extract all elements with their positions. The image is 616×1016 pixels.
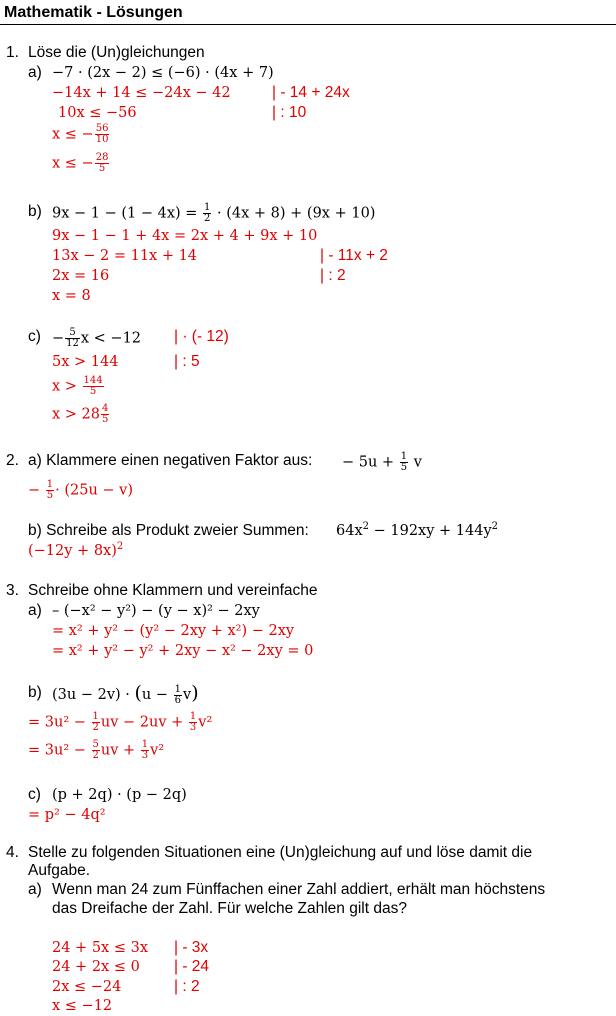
q1-b-step4: x = 8 [52, 288, 91, 304]
q4-a-step4: x ≤ −12 [52, 998, 113, 1014]
q4-a-text-line1: Wenn man 24 zum Fünffachen einer Zahl addiert, erhält man höchstens [52, 881, 546, 898]
q3-c-solution: = p² − 4q² [28, 807, 106, 823]
fraction: $\frac{1}{5}$ [46, 479, 54, 501]
q1-heading: Löse die (Un)gleichungen [28, 44, 205, 61]
q4-a-step1: 24 + 5x ≤ 3x [52, 940, 148, 956]
q2-number: 2. [6, 452, 19, 469]
q3-a-step2: = x² + y² − y² + 2xy − x² − 2xy = 0 [52, 643, 314, 659]
q2-a-text: a) Klammere einen negativen Faktor aus: [28, 452, 313, 469]
q3-b-label: b) [28, 684, 42, 701]
q1-b-label: b) [28, 203, 42, 220]
q2-b-text: b) Schreibe als Produkt zweier Summen: [28, 522, 309, 539]
q2-b-solution: $(-12y + 8x)^2$ [28, 541, 124, 559]
q3-b-step1: = 3u² − $\frac{1}{2}$ uv − 2uv + $\frac{1}{3}$ v² [28, 711, 213, 733]
q3-c-label: c) [28, 786, 41, 803]
q1-b-task: 9x − 1 − (1 − 4x) = $\frac{1}{2}$ · (4x + 8) + (9x + 10) [52, 202, 376, 224]
page-title: Mathematik - Lösungen [4, 4, 183, 21]
q1-a-op1: | - 14 + 24x [272, 84, 350, 101]
q4-number: 4. [6, 844, 19, 861]
q4-a-op3: | : 2 [174, 978, 200, 995]
q4-a-op2: | - 24 [174, 958, 210, 975]
q1-a-step3: x ≤ − $\frac{56}{10}$ [52, 123, 109, 145]
q3-a-label: a) [28, 602, 42, 619]
q1-a-step2: 10x ≤ −56 [58, 105, 137, 121]
q4-a-op1: | - 3x [174, 939, 209, 956]
q1-c-step1: 5x > 144 [52, 354, 119, 370]
q1-c-op0: | · (- 12) [174, 328, 229, 345]
q4-a-step3: 2x ≤ −24 [52, 979, 122, 995]
q4-heading-line1: Stelle zu folgenden Situationen eine (Un)gleichung auf und löse damit die [28, 844, 533, 861]
fraction: $\frac{1}{2}$ [92, 711, 99, 733]
q1-b-op2: | - 11x + 2 [320, 247, 388, 264]
q1-a-step4: x ≤ − $\frac{28}{5}$ [52, 152, 109, 174]
fraction: $\frac{28}{5}$ [95, 152, 109, 174]
q4-heading-line2: Aufgabe. [28, 862, 91, 879]
q2-a-expression: − 5u + $\frac{1}{5}$ v [342, 451, 422, 473]
q1-b-step2: 13x − 2 = 11x + 14 [52, 248, 198, 264]
q1-b-step1: 9x − 1 − 1 + 4x = 2x + 4 + 9x + 10 [52, 228, 318, 244]
q1-a-label: a) [28, 64, 42, 81]
title-divider [0, 24, 616, 25]
q1-a-op2: | : 10 [272, 104, 307, 121]
q1-c-task: − $\frac{5}{12}$ x < −12 [52, 327, 142, 349]
fraction: $\frac{144}{5}$ [83, 375, 103, 397]
q3-heading: Schreibe ohne Klammern und vereinfache [28, 582, 318, 599]
q3-number: 3. [6, 582, 19, 599]
fraction: $\frac{4}{5}$ [102, 403, 109, 425]
q3-a-task: – (−x² − y²) − (y − x)² − 2xy [52, 603, 260, 619]
q1-c-step3: x > 28 $\frac{4}{5}$ [52, 403, 109, 425]
q1-b-op3: | : 2 [320, 267, 346, 284]
q2-a-solution: − $\frac{1}{5}$ · (25u − v) [28, 479, 134, 501]
fraction: $\frac{1}{3}$ [141, 739, 149, 761]
q4-a-label: a) [28, 881, 42, 898]
q1-a-step1: −14x + 14 ≤ −24x − 42 [52, 85, 231, 101]
fraction: $\frac{5}{12}$ [66, 327, 79, 349]
q1-a-task: −7 · (2x − 2) ≤ (−6) · (4x + 7) [52, 65, 274, 81]
q3-a-step1: = x² + y² − (y² − 2xy + x²) − 2xy [52, 623, 295, 639]
q1-c-step2: x > $\frac{144}{5}$ [52, 375, 103, 397]
fraction: $\frac{1}{2}$ [204, 202, 211, 224]
q3-b-step2: = 3u² − $\frac{5}{2}$ uv + $\frac{1}{3}$ v² [28, 739, 165, 761]
q1-c-op1: | : 5 [174, 353, 200, 370]
q1-b-step3: 2x = 16 [52, 268, 110, 284]
q1-number: 1. [6, 44, 19, 61]
q4-a-text-line2: das Dreifache der Zahl. Für welche Zahlen gilt das? [52, 900, 407, 917]
fraction: $\frac{56}{10}$ [95, 123, 109, 145]
fraction: $\frac{1}{5}$ [400, 451, 408, 473]
q1-c-label: c) [28, 328, 41, 345]
q3-c-task: (p + 2q) · (p − 2q) [52, 787, 187, 803]
q3-b-task: (3u − 2v) · (u − $\frac{1}{6}$ v) [52, 682, 199, 706]
fraction: $\frac{1}{3}$ [189, 711, 197, 733]
q4-a-step2: 24 + 2x ≤ 0 [52, 959, 140, 975]
fraction: $\frac{1}{6}$ [174, 683, 182, 706]
q2-b-expression: $64x^2 - 192xy + 144y^2$ [336, 521, 499, 539]
fraction: $\frac{5}{2}$ [92, 739, 99, 761]
